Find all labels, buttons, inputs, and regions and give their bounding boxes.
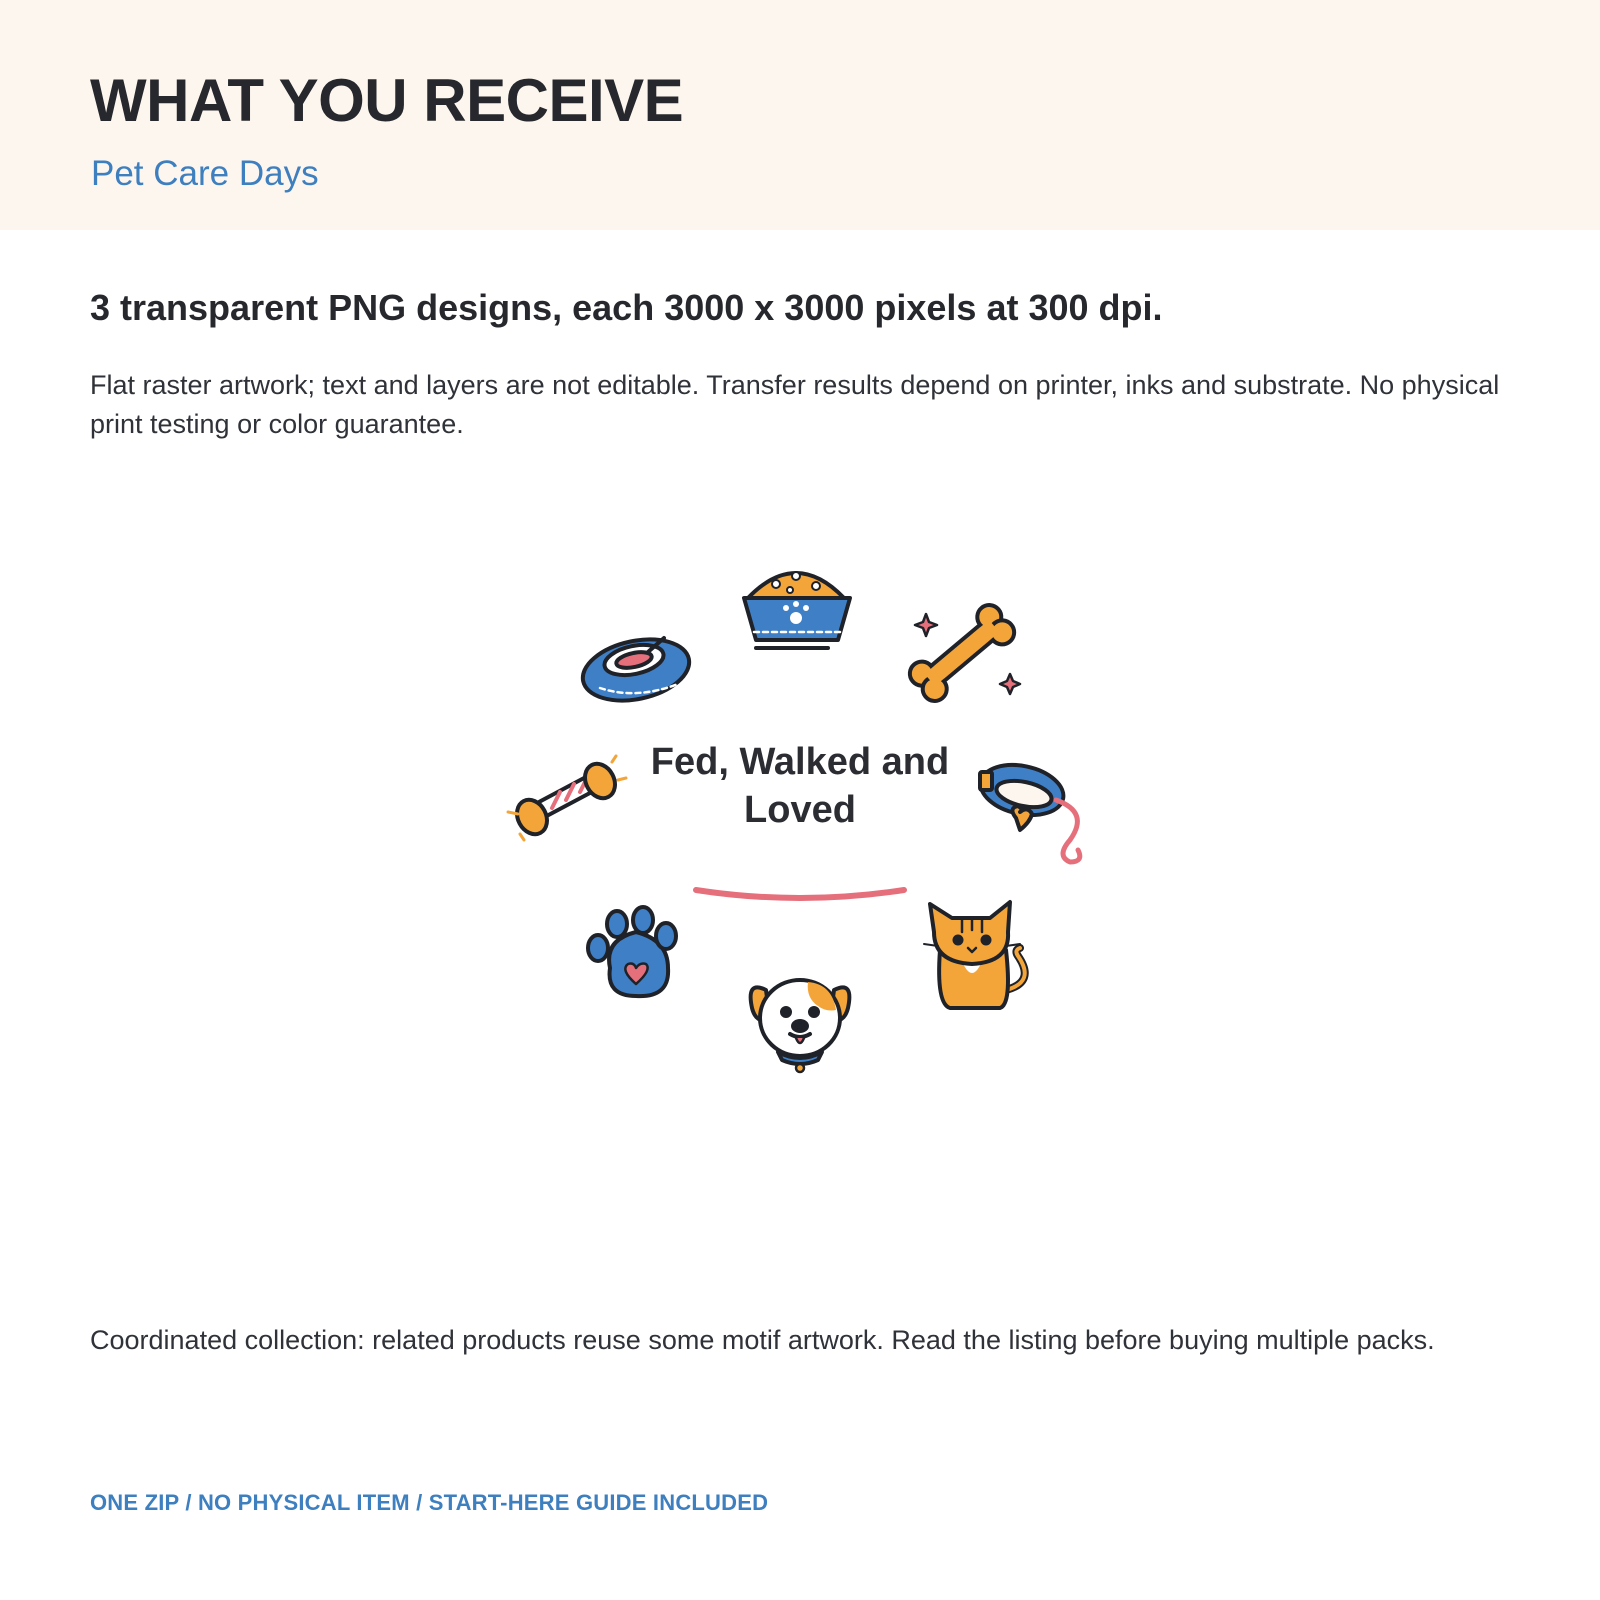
paw-print-icon — [588, 907, 676, 996]
spec-heading: 3 transparent PNG designs, each 3000 x 3000 pixels at 300 dpi. — [90, 287, 1163, 328]
header-band — [0, 0, 1600, 230]
rope-toy-icon — [508, 756, 626, 840]
page-subtitle: Pet Care Days — [91, 154, 319, 193]
spec-note: Flat raster artwork; text and layers are not editable. Transfer results depend on printer, inks and substrate. No physical print testing or color guarantee. — [90, 370, 1500, 439]
artwork-title: Fed, Walked and Loved — [650, 741, 950, 831]
smile-divider — [696, 890, 904, 898]
pet-bowl-icon — [577, 630, 695, 709]
footer-tagline: ONE ZIP / NO PHYSICAL ITEM / START-HERE GUIDE INCLUDED — [90, 1490, 769, 1515]
food-bowl-icon — [744, 572, 850, 648]
dog-face-icon — [751, 980, 850, 1072]
cat-icon — [924, 902, 1025, 1008]
collection-note: Coordinated collection: related products reuse some motif artwork. Read the listing before buying multiple packs. — [90, 1325, 1435, 1355]
collar-icon — [976, 758, 1080, 862]
bone-icon — [905, 600, 1020, 706]
page-title: WHAT YOU RECEIVE — [90, 67, 684, 134]
